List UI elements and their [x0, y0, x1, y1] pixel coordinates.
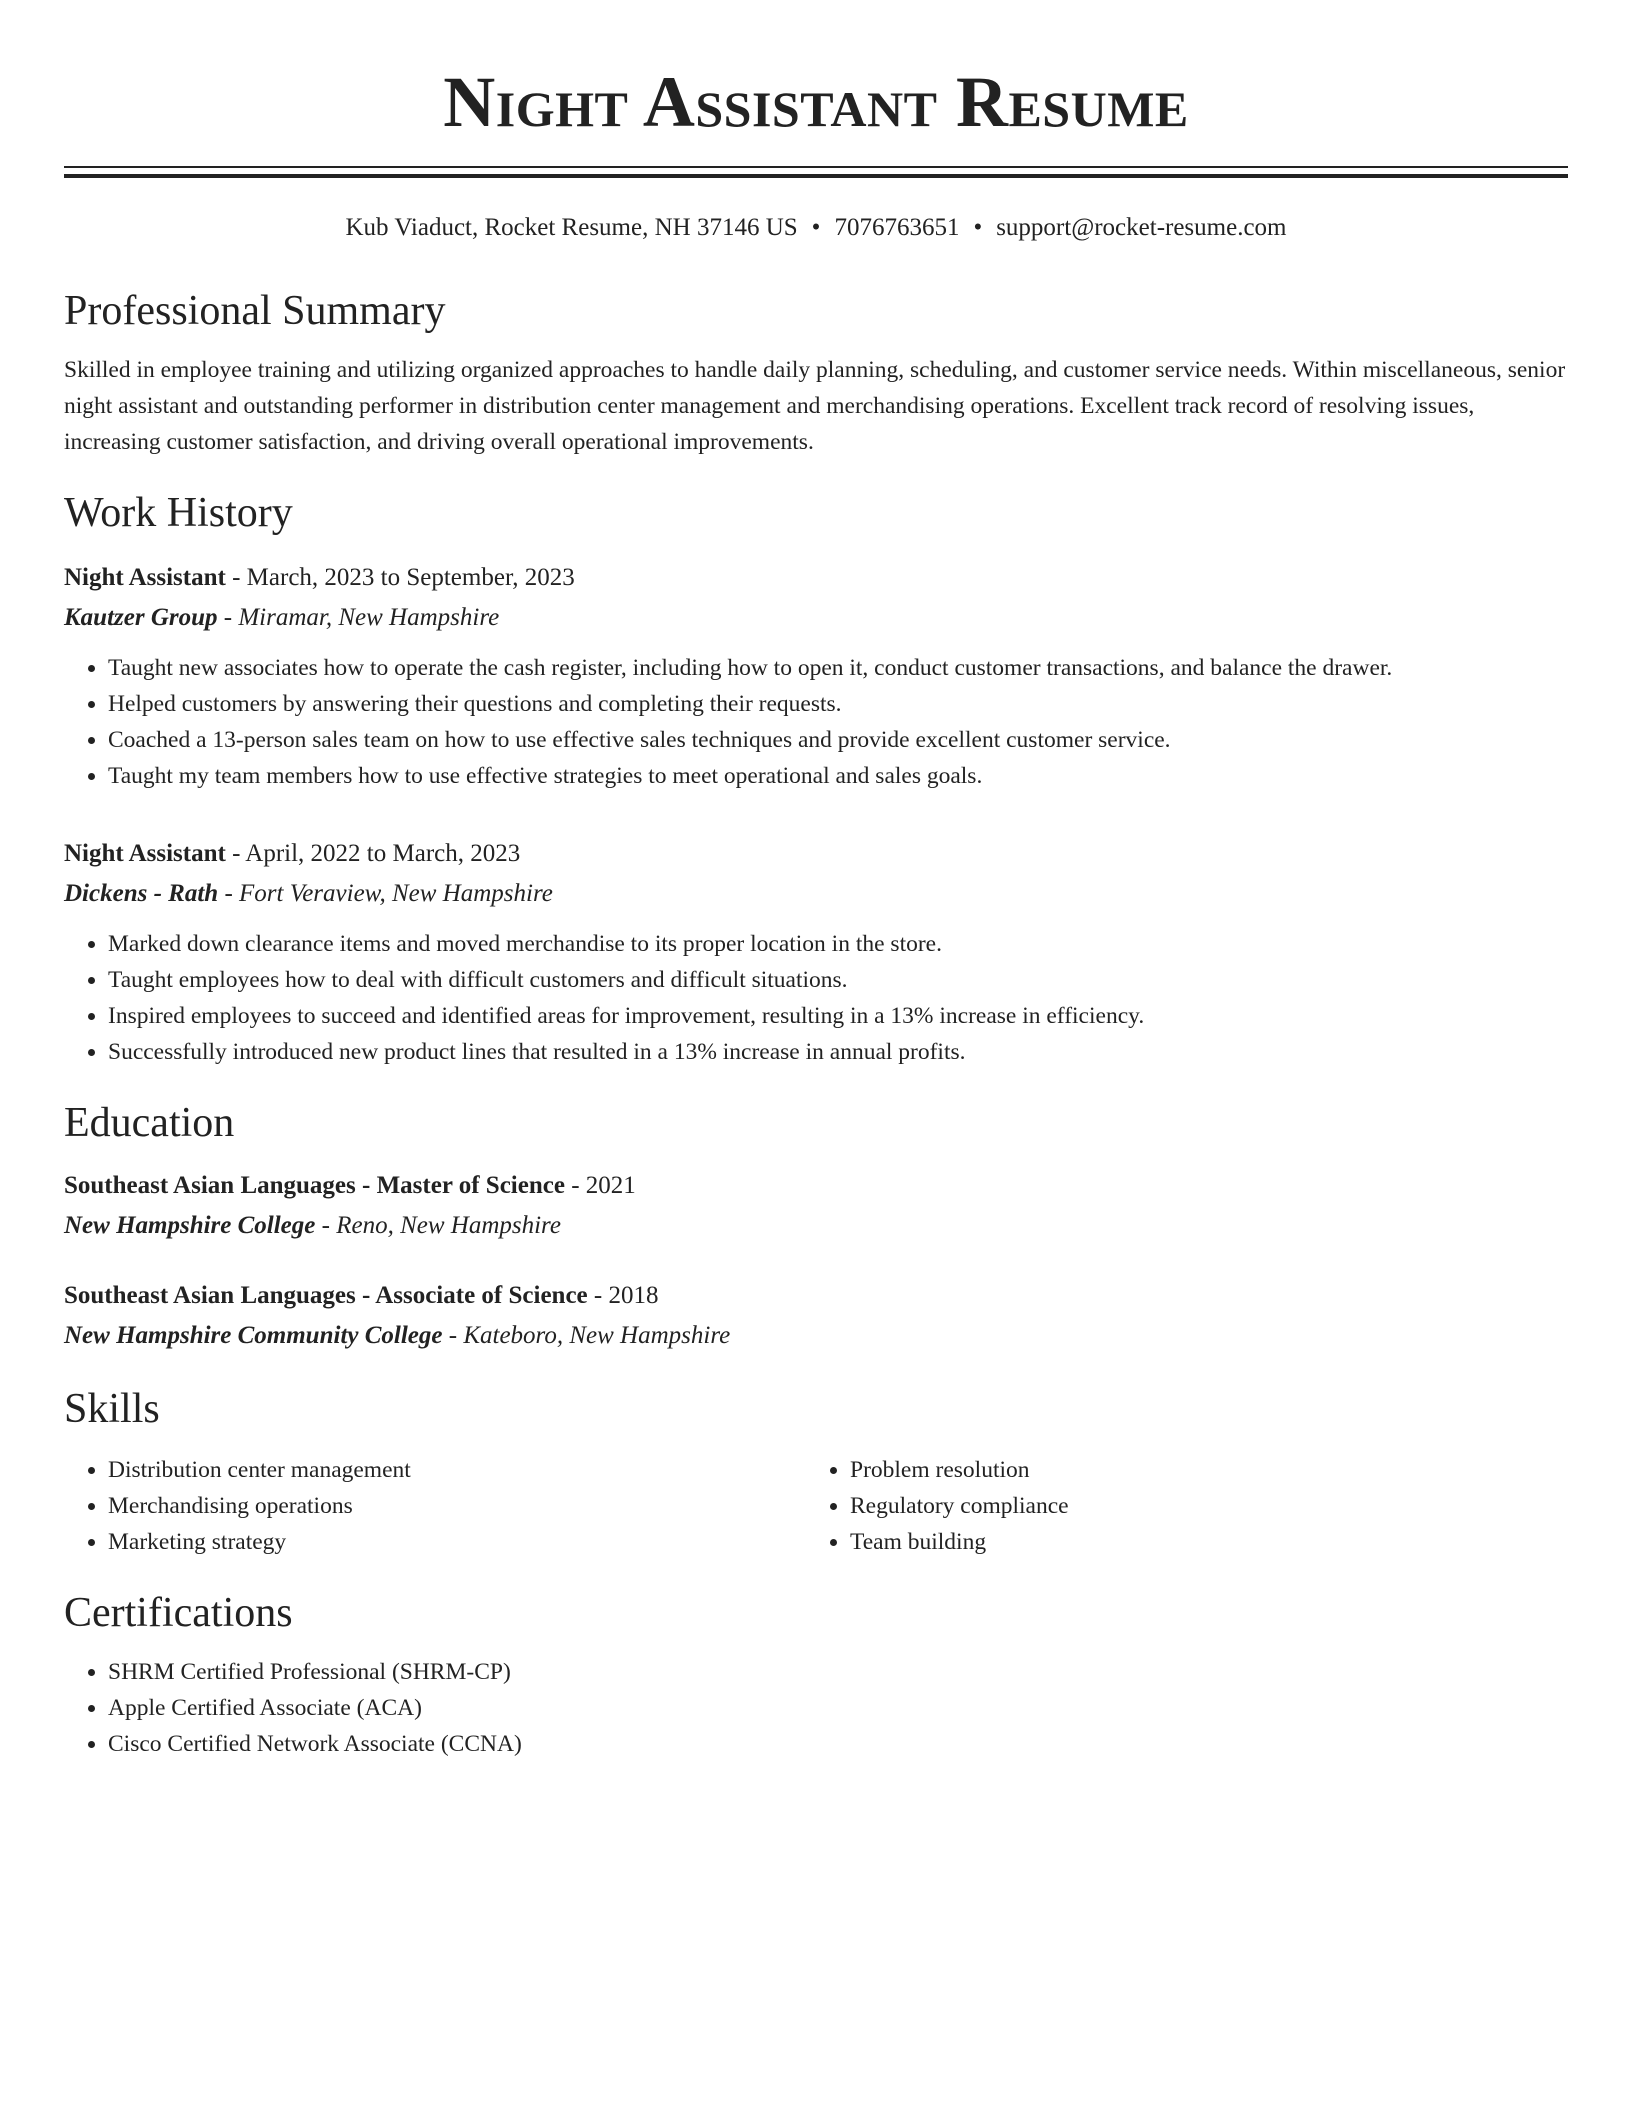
list-item: • Marked down clearance items and moved merchandise to its proper location in the store.	[108, 926, 1568, 962]
skills-column-left	[64, 1452, 806, 1560]
job-entry	[64, 834, 1568, 1070]
summary-text: Skilled in employee training and utilizing organized approaches to handle daily planning, scheduling, and customer service needs. Within miscellaneous, senior night assistant and outstanding performer in distribution center management and merchandising operations. Excellent track record of resolving issues, increasing customer satisfaction, and driving overall operational improvements.	[64, 357, 1566, 455]
skills-column-right	[806, 1452, 1548, 1560]
school-location: - Reno, New Hampshire	[315, 1212, 561, 1239]
list-item: • Helped customers by answering their questions and completing their requests.	[108, 686, 1568, 722]
job-company: Kautzer Group	[64, 604, 218, 631]
degree-year: - 2018	[587, 1282, 659, 1309]
list-item: • Taught employees how to deal with difficult customers and difficult situations.	[108, 962, 1568, 998]
contact-separator: •	[973, 214, 983, 241]
skill-item: • Marketing strategy	[108, 1524, 806, 1560]
degree-line	[64, 1166, 1568, 1206]
job-title-line	[64, 834, 1568, 874]
school-name: New Hampshire College	[64, 1212, 316, 1239]
resume-title: Night Assistant Resume	[443, 62, 1189, 142]
certifications-list	[64, 1654, 1568, 1762]
skill-item: • Problem resolution	[850, 1452, 1548, 1488]
contact-email: support@rocket-resume.com	[996, 214, 1287, 241]
degree: Southeast Asian Languages - Associate of Science	[64, 1282, 588, 1309]
skill-item: • Merchandising operations	[108, 1488, 806, 1524]
school-line	[64, 1206, 1568, 1246]
contact-address: Kub Viaduct, Rocket Resume, NH 37146 US	[345, 214, 798, 241]
certification-item: • Apple Certified Associate (ACA)	[108, 1690, 1568, 1726]
job-title-line	[64, 558, 1568, 598]
job-company-line	[64, 874, 1568, 914]
contact-line	[64, 212, 1568, 244]
job-company: Dickens - Rath	[64, 880, 219, 907]
degree-line	[64, 1276, 1568, 1316]
job-title: Night Assistant	[64, 840, 226, 867]
school-line	[64, 1316, 1568, 1356]
school-location: - Kateboro, New Hampshire	[442, 1322, 731, 1349]
list-item: • Coached a 13-person sales team on how to use effective sales techniques and provide excellent customer service.	[108, 722, 1568, 758]
degree-year: - 2021	[564, 1172, 636, 1199]
job-dates: - April, 2022 to March, 2023	[225, 840, 521, 867]
job-location: - Miramar, New Hampshire	[217, 604, 500, 631]
skills-heading: Skills	[64, 1386, 160, 1432]
job-bullets	[64, 926, 1568, 1070]
education-entry	[64, 1276, 1568, 1356]
list-item: • Taught new associates how to operate the cash register, including how to open it, conduct customer transactions, and balance the drawer.	[108, 650, 1568, 686]
job-dates: - March, 2023 to September, 2023	[225, 564, 575, 591]
job-title: Night Assistant	[64, 564, 226, 591]
education-entry	[64, 1166, 1568, 1246]
title-divider	[64, 166, 1568, 178]
summary-heading: Professional Summary	[64, 288, 446, 334]
skill-item: • Distribution center management	[108, 1452, 806, 1488]
job-company-line	[64, 598, 1568, 638]
education-heading: Education	[64, 1100, 235, 1146]
skills-grid	[64, 1452, 1568, 1560]
contact-phone: 7076763651	[834, 214, 960, 241]
job-bullets	[64, 650, 1568, 794]
list-item: • Successfully introduced new product lines that resulted in a 13% increase in annual profits.	[108, 1034, 1568, 1070]
list-item: • Taught my team members how to use effective strategies to meet operational and sales goals.	[108, 758, 1568, 794]
certifications-heading: Certifications	[64, 1590, 293, 1636]
certification-item: • SHRM Certified Professional (SHRM-CP)	[108, 1654, 1568, 1690]
contact-separator: •	[811, 214, 821, 241]
work-history-heading: Work History	[64, 490, 293, 536]
list-item: • Inspired employees to succeed and identified areas for improvement, resulting in a 13% increase in efficiency.	[108, 998, 1568, 1034]
skill-item: • Team building	[850, 1524, 1548, 1560]
job-entry	[64, 558, 1568, 794]
job-location: - Fort Veraview, New Hampshire	[218, 880, 553, 907]
school-name: New Hampshire Community College	[64, 1322, 443, 1349]
degree: Southeast Asian Languages - Master of Science	[64, 1172, 565, 1199]
certification-item: • Cisco Certified Network Associate (CCNA)	[108, 1726, 1568, 1762]
skill-item: • Regulatory compliance	[850, 1488, 1548, 1524]
